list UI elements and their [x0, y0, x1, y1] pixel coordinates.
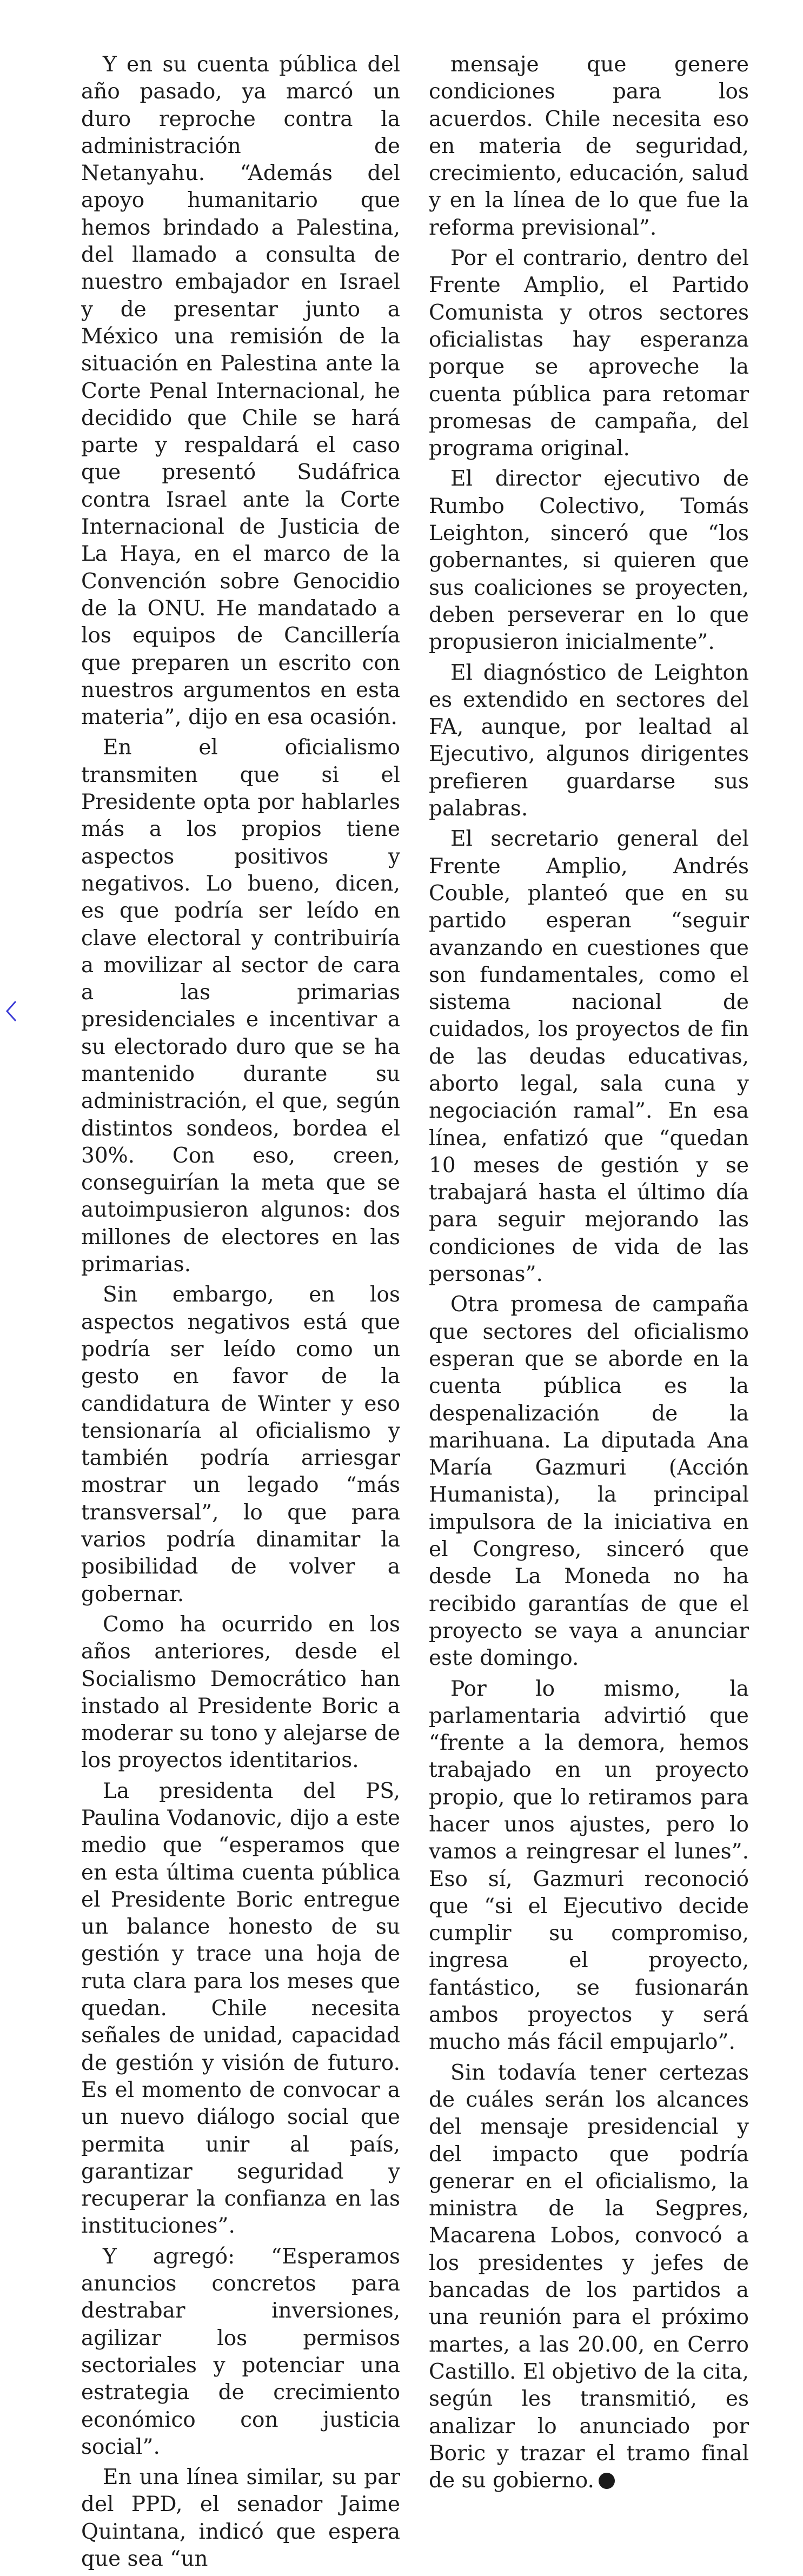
paragraph: El diagnóstico de Leighton es extendido en sectores del FA, aunque, por lealtad al Ejecutivo, algunos dirigentes prefieren guardarse sus palabras.: [429, 660, 749, 821]
article-column-right: [429, 51, 749, 2498]
paragraph: Y en su cuenta pública del año pasado, ya marcó un duro reproche contra la administración de Netanyahu. “Además del apoyo humanitario que hemos brindado a Palestina, del llamado a consulta de nuestro embajador en Israel y de presentar junto a México una remisión de la situación en Palestina ante la Corte Penal Internacional, he decidido que Chile se hará parte y respaldará el caso que presentó Sudáfrica contra Israel ante la Corte Internacional de Justicia de La Haya, en el marco de la Convención sobre Genocidio de la ONU. He mandatado a los equipos de Cancillería que preparen un escrito con nuestros argumentos en esta materia”, dijo en esa ocasión.: [81, 52, 400, 730]
paragraph: Otra promesa de campaña que sectores del oficialismo esperan que se aborde en la cuenta pública es la despenalización de la marihuana. La diputada Ana María Gazmuri (Acción Humanista), la principal impulsora de la iniciativa en el Congreso, sinceró que desde La Moneda no ha recibido garantías de que el proyecto se vaya a anunciar este domingo.: [429, 1292, 749, 1671]
paragraph: El director ejecutivo de Rumbo Colectivo, Tomás Leighton, sinceró que “los gobernantes, si quieren que sus coaliciones se proyecten, deben perseverar en lo que propusieron inicialmente”.: [429, 467, 749, 655]
chevron-left-icon: [5, 999, 18, 1023]
paragraph: Por lo mismo, la parlamentaria advirtió que “frente a la demora, hemos trabajado en un proyecto propio, que lo retiramos para hacer unos ajustes, pero lo vamos a reingresar el lunes”. Eso sí, Gazmuri reconoció que “si el Ejecutivo decide cumplir su compromiso, ingresa el proyecto, fantástico, se fusionarán ambos proyectos y será mucho más fácil empujarlo”.: [429, 1676, 749, 2055]
article-column-left: [81, 51, 400, 2576]
paragraph-text: Sin todavía tener certezas de cuáles serán los alcances del mensaje presidencial y del impacto que podría generar en el oficialismo, la ministra de la Segpres, Macarena Lobos, convocó a los presidentes y jefes de bancadas de los partidos a una reunión para el próximo martes, a las 20.00, en Cerro Castillo. El objetivo de la cita, según les transmitió, es analizar lo anunciado por Boric y trazar el tramo final de su gobierno.: [429, 2060, 749, 2493]
paragraph: El secretario general del Frente Amplio, Andrés Couble, planteó que en su partido esperan “seguir avanzando en cuestiones que son fundamentales, como el sistema nacional de cuidados, los proyectos de fin de las deudas educativas, aborto legal, sala cuna y negociación ramal”. En esa línea, enfatizó que “quedan 10 meses de gestión y se trabajará hasta el último día para seguir mejorando las condiciones de vida de las personas”.: [429, 827, 749, 1287]
previous-page-button[interactable]: [2, 994, 21, 1028]
final-paragraph: [429, 2060, 749, 2495]
paragraph: Por el contrario, dentro del Frente Amplio, el Partido Comunista y otros sectores oficialistas hay esperanza porque se aproveche la cuenta pública para retomar promesas de campaña, del programa original.: [429, 246, 749, 461]
paragraph: Como ha ocurrido en los años anteriores, desde el Socialismo Democrático han instado al Presidente Boric a moderar su tono y alejarse de los proyectos identitarios.: [81, 1612, 400, 1773]
paragraph: La presidenta del PS, Paulina Vodanovic, dijo a este medio que “esperamos que en esta última cuenta pública el Presidente Boric entregue un balance honesto de su gestión y trace una hoja de ruta clara para los meses que quedan. Chile necesita señales de unidad, capacidad de gestión y visión de futuro. Es el momento de convocar a un nuevo diálogo social que permita unir al país, garantizar seguridad y recuperar la confianza en las instituciones”.: [81, 1778, 400, 2239]
paragraph: En una línea similar, su par del PPD, el senador Jaime Quintana, indicó que espera que sea “un: [81, 2465, 400, 2572]
paragraph: En el oficialismo transmiten que si el Presidente opta por hablarles más a los propios tiene aspectos positivos y negativos. Lo bueno, dicen, es que podría ser leído en clave electoral y contribuiría a movilizar al sector de cara a las primarias presidenciales e incentivar a su electorado duro que se ha mantenido durante su administración, el que, según distintos sondeos, bordea el 30%. Con eso, creen, conseguirían la meta que se autoimpusieron algunos: dos millones de electores en las primarias.: [81, 735, 400, 1277]
paragraph: mensaje que genere condiciones para los acuerdos. Chile necesita eso en materia de seguridad, crecimiento, educación, salud y en la línea de lo que fue la reforma previsional”.: [429, 52, 749, 240]
article-end-mark-icon: [599, 2473, 615, 2489]
paragraph: Sin embargo, en los aspectos negativos está que podría ser leído como un gesto en favor de la candidatura de Winter y eso tensionaría al oficialismo y también podría arriesgar mostrar un legado “más transversal”, lo que para varios podría dinamitar la posibilidad de volver a gobernar.: [81, 1283, 400, 1606]
paragraph: Y agregó: “Esperamos anuncios concretos para destrabar inversiones, agilizar los permisos sectoriales y potenciar una estrategia de crecimiento económico con justicia social”.: [81, 2244, 400, 2459]
